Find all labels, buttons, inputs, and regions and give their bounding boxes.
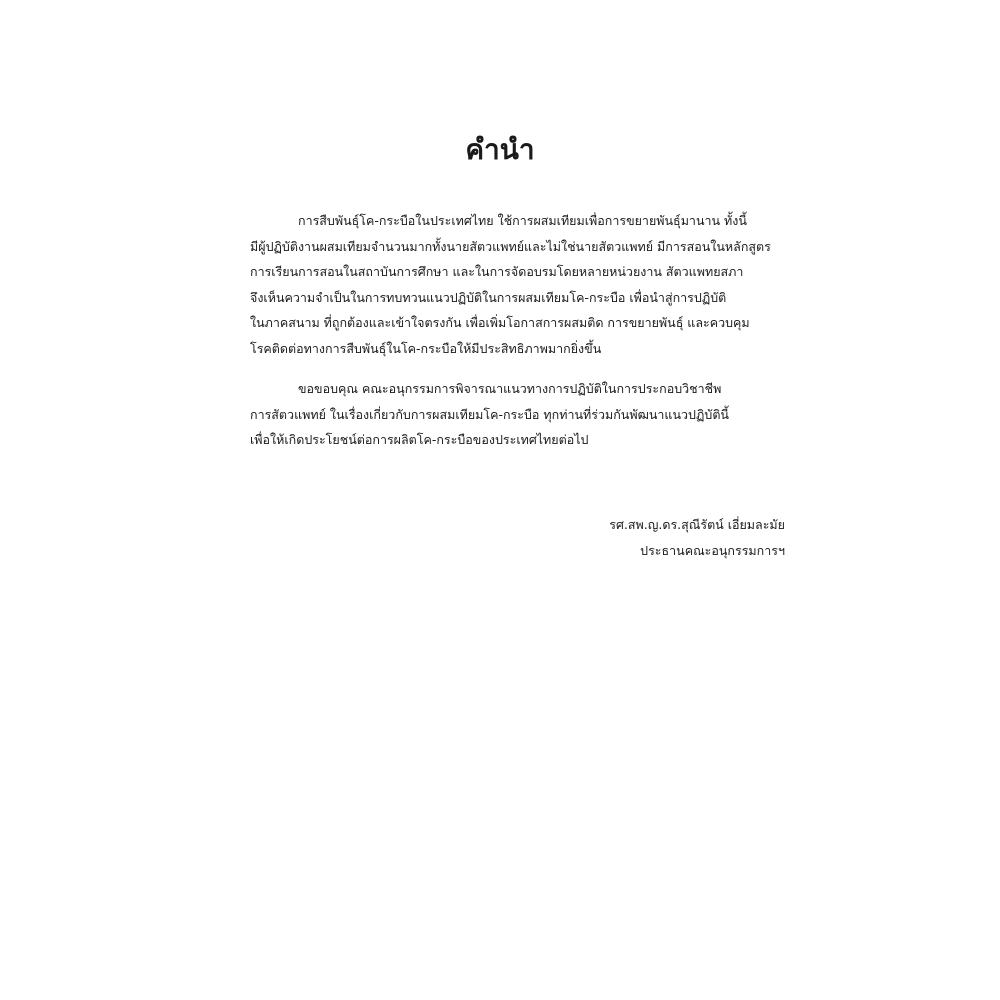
text-line: จึงเห็นความจำเป็นในการทบทวนแนวปฏิบัติในการผสมเทียมโค-กระบือ เพื่อนำสู่การปฏิบัติ	[250, 289, 727, 305]
foreword-paragraph-2	[250, 376, 785, 453]
text-line: การเรียนการสอนในสถาบันการศึกษา และในการจัดอบรมโดยหลายหน่วยงาน สัตวแพทยสภา	[250, 264, 744, 279]
text-line: ในภาคสนาม ที่ถูกต้องและเข้าใจตรงกัน เพื่อเพิ่มโอกาสการผสมติด การขยายพันธุ์ และควบคุม	[250, 315, 750, 330]
text-line: การสืบพันธุ์โค-กระบือในประเทศไทย ใช้การผสมเทียมเพื่อการขยายพันธุ์มานาน ทั้งนี้	[298, 213, 747, 228]
text-line: ขอขอบคุณ คณะอนุกรรมการพิจารณาแนวทางการปฏิบัติในการประกอบวิชาชีพ	[298, 381, 722, 396]
signature-block	[609, 512, 785, 564]
text-line: โรคติดต่อทางการสืบพันธุ์ในโค-กระบือให้มีประสิทธิภาพมากยิ่งขึ้น	[250, 340, 602, 356]
signatory-position: ประธานคณะอนุกรรมการฯ	[640, 543, 785, 558]
page-title: คำนำ	[465, 133, 535, 166]
signatory-name: รศ.สพ.ญ.ดร.สุณีรัตน์ เอี่ยมละมัย	[609, 517, 785, 532]
text-line: เพื่อให้เกิดประโยชน์ต่อการผลิตโค-กระบือของประเทศไทยต่อไป	[250, 432, 589, 447]
foreword-paragraph-1	[250, 208, 785, 361]
text-line: การสัตวแพทย์ ในเรื่องเกี่ยวกับการผสมเทียมโค-กระบือ ทุกท่านที่ร่วมกันพัฒนาแนวปฏิบัตินี้	[250, 406, 729, 422]
text-line: มีผู้ปฏิบัติงานผสมเทียมจำนวนมากทั้งนายสัตวแพทย์และไม่ใช่นายสัตวแพทย์ มีการสอนในหลักสูตร	[250, 238, 771, 254]
